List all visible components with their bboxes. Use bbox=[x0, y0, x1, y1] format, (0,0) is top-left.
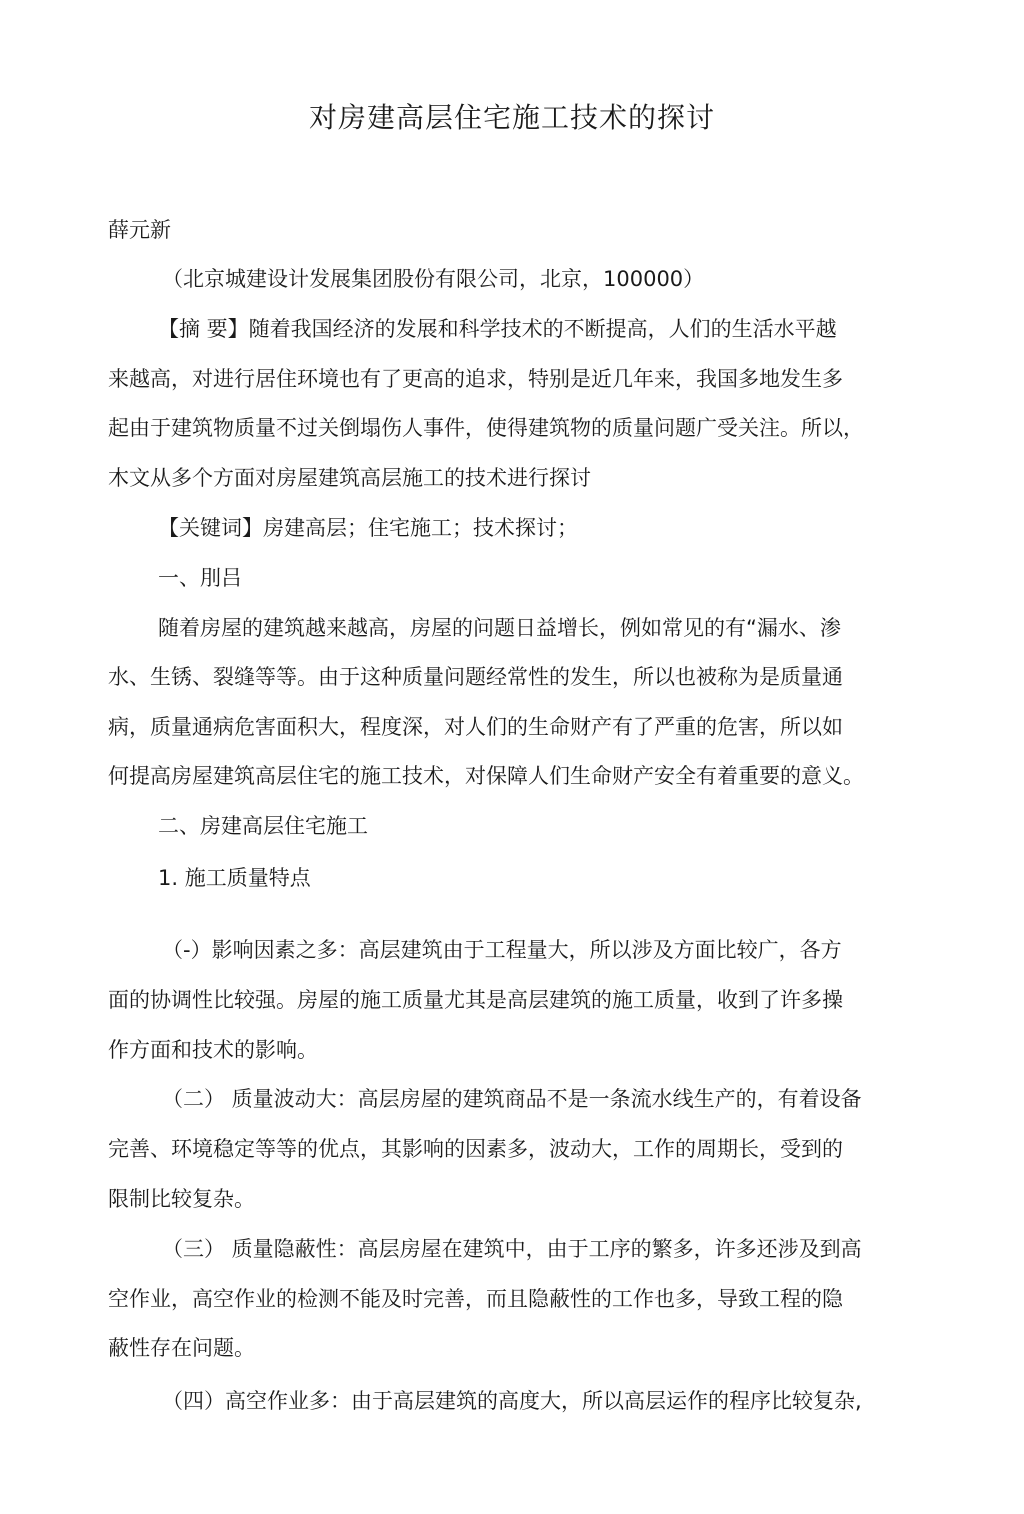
paragraph-line: 空作业，高空作业的检测不能及时完善，而且隐蔽性的工作也多，导致工程的隐 bbox=[108, 1287, 843, 1311]
paragraph-line: （二） 质量波动大：高层房屋的建筑商品不是一条流水线生产的，有着设备 bbox=[162, 1087, 862, 1111]
paragraph-line: 水、生锈、裂缝等等。由于这种质量问题经常性的发生，所以也被称为是质量通 bbox=[108, 665, 843, 689]
abstract-line: 【摘 要】随着我国经济的发展和科学技术的不断提高，人们的生活水平越 bbox=[158, 317, 837, 341]
affiliation: （北京城建设计发展集团股份有限公司，北京，100000） bbox=[162, 267, 705, 291]
paragraph-line: 蔽性存在问题。 bbox=[108, 1336, 255, 1360]
document-title: 对房建高层住宅施工技术的探讨 bbox=[308, 101, 715, 134]
abstract-line: 木文从多个方面对房屋建筑高层施工的技术进行探讨 bbox=[108, 466, 591, 490]
paragraph-line: 完善、环境稳定等等的优点，其影响的因素多，波动大，工作的周期长，受到的 bbox=[108, 1137, 843, 1161]
paragraph-line: 限制比较复杂。 bbox=[108, 1187, 255, 1211]
paragraph-line: 面的协调性比较强。房屋的施工质量尤其是高层建筑的施工质量，收到了许多操 bbox=[108, 988, 843, 1012]
section-heading: 二、房建高层住宅施工 bbox=[158, 814, 368, 838]
paragraph-line: 何提高房屋建筑高层住宅的施工技术，对保障人们生命财产安全有着重要的意义。 bbox=[108, 764, 864, 788]
paragraph-line: 病，质量通病危害面积大，程度深，对人们的生命财产有了严重的危害，所以如 bbox=[108, 715, 843, 739]
paragraph-line: （-）影响因素之多：高层建筑由于工程量大，所以涉及方面比较广，各方 bbox=[162, 938, 842, 962]
section-heading: 一、刖吕 bbox=[158, 566, 242, 590]
author-name: 薛元新 bbox=[108, 218, 171, 242]
paragraph-line: （四）高空作业多：由于高层建筑的高度大，所以高层运作的程序比较复杂, bbox=[162, 1389, 862, 1413]
abstract-line: 起由于建筑物质量不过关倒塌伤人事件，使得建筑物的质量问题广受关注。所以， bbox=[108, 416, 864, 440]
subsection-heading: 1. 施工质量特点 bbox=[158, 866, 311, 890]
paragraph-line: 随着房屋的建筑越来越高，房屋的问题日益增长，例如常见的有“漏水、渗 bbox=[158, 616, 841, 640]
keywords: 【关键词】房建高层；住宅施工；技术探讨； bbox=[158, 516, 578, 540]
paragraph-line: （三） 质量隐蔽性：高层房屋在建筑中，由于工序的繁多，许多还涉及到高 bbox=[162, 1237, 862, 1261]
abstract-line: 来越高，对进行居住环境也有了更高的追求，特别是近几年来，我国多地发生多 bbox=[108, 367, 843, 391]
paragraph-line: 作方面和技术的影响。 bbox=[108, 1038, 318, 1062]
